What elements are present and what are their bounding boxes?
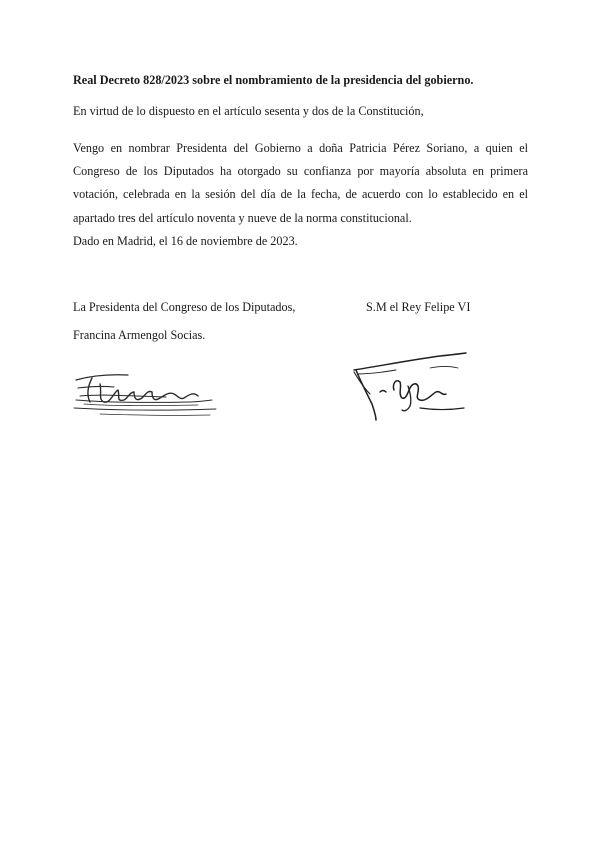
congress-president-title: La Presidenta del Congreso de los Diputados, <box>73 300 296 314</box>
decree-date-line: Dado en Madrid, el 16 de noviembre de 2023. <box>73 234 298 248</box>
decree-title: Real Decreto 828/2023 sobre el nombramiento de la presidencia del gobierno. <box>73 73 474 87</box>
king-signature-icon <box>350 348 475 424</box>
decree-intro: En virtud de lo dispuesto en el artículo sesenta y dos de la Constitución, <box>73 104 424 118</box>
king-title: S.M el Rey Felipe VI <box>366 300 471 314</box>
decree-body: Vengo en nombrar Presidenta del Gobierno a doña Patricia Pérez Soriano, a quien el Congreso de los Diputados ha otorgado su confianza por mayoría absoluta en primera votación, celebrada en la sesión del día de la fecha, de acuerdo con lo establecido en el apartado tres del artículo noventa y nueve de la norma constitucional. <box>73 141 528 225</box>
congress-president-name: Francina Armengol Socias. <box>73 328 206 342</box>
congress-president-signature-icon <box>70 362 220 422</box>
